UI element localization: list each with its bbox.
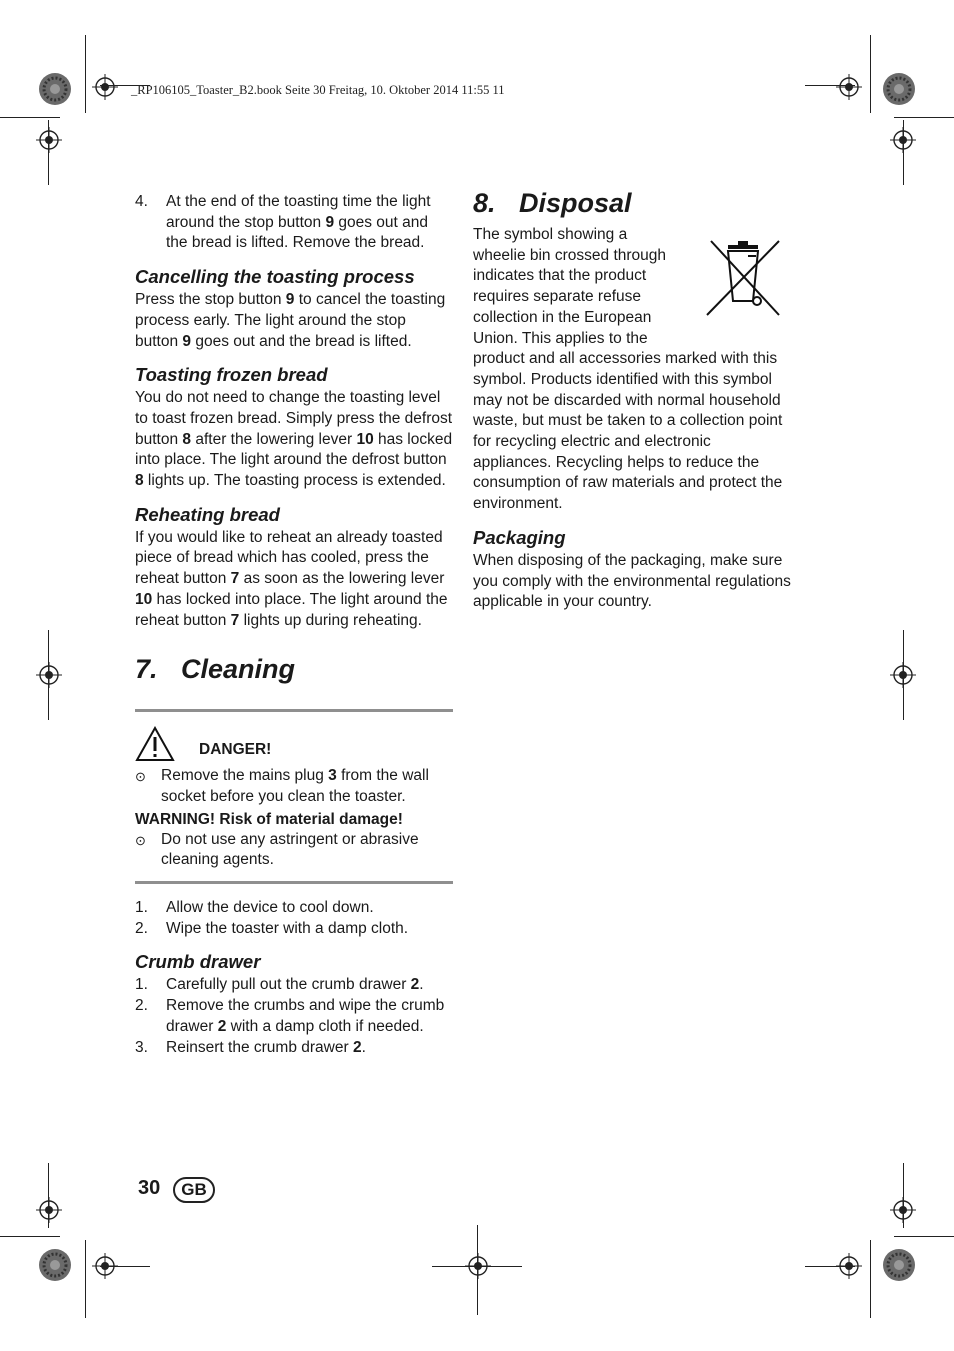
registration-mark-icon [92, 74, 118, 100]
paragraph: If you would like to reheat an already toasted piece of bread which has cooled, press the reheat button 7 as soon as the lowering lever 10 has locked into place. The light around the reheat button 7 lights up during reheating. [135, 528, 448, 629]
calibration-disc-icon [882, 72, 916, 106]
subheading-frozen: Toasting frozen bread [135, 364, 328, 386]
list-item: 1. Carefully pull out the crumb drawer 2. [135, 976, 424, 994]
warning-box [135, 709, 453, 884]
subheading-packaging: Packaging [473, 526, 566, 548]
list-item: ⊙ Do not use any astringent or abrasive cleaning agents. [135, 830, 453, 871]
registration-mark-icon [890, 662, 916, 688]
subheading-cancelling: Cancelling the toasting process [135, 266, 415, 288]
registration-mark-icon [465, 1253, 491, 1279]
calibration-disc-icon [38, 72, 72, 106]
right-column [473, 187, 793, 613]
crop-mark [85, 35, 86, 113]
bullet-icon: ⊙ [135, 832, 146, 848]
registration-mark-icon [890, 1197, 916, 1223]
crop-mark [85, 1240, 86, 1318]
section-heading-cleaning: 7. Cleaning [135, 654, 296, 685]
subheading-reheating: Reheating bread [135, 503, 280, 525]
registration-mark-icon [890, 127, 916, 153]
registration-mark-icon [36, 662, 62, 688]
language-badge: GB [173, 1177, 215, 1203]
crop-mark [894, 1236, 954, 1237]
packaging-paragraph: When disposing of the packaging, make sure you comply with the environmental regulations applicable in your country. [473, 551, 791, 611]
crop-mark [870, 1240, 871, 1318]
section-heading-disposal: 8. Disposal [473, 188, 632, 218]
list-item: 1. Allow the device to cool down. [135, 899, 374, 917]
list-item: 4. At the end of the toasting time the light around the stop button 9 goes out and the bread is lifted. Remove the bread. [135, 193, 431, 252]
disposal-paragraph: The symbol showing a wheelie bin crossed through indicates that the product requires separate refuse collection in the European Union. This applies to the product and all accessories marked with this symbol. Products identified with this symbol may not be discarded with normal household waste, but must be taken to a collection point for recycling electric and electronic appliances. Recycling helps to reduce the consumption of raw materials and protect the environment. [473, 225, 793, 515]
list-item: 3. Reinsert the crumb drawer 2. [135, 1038, 366, 1056]
crop-mark [870, 35, 871, 113]
danger-label: DANGER! [199, 740, 272, 758]
registration-mark-icon [836, 1253, 862, 1279]
print-file-header: _RP106105_Toaster_B2.book Seite 30 Freitag, 10. Oktober 2014 11:55 11 [131, 83, 505, 97]
warning-label: WARNING! Risk of material damage! [135, 810, 403, 828]
crop-mark [894, 117, 954, 118]
crop-mark [0, 1236, 60, 1237]
registration-mark-icon [36, 127, 62, 153]
calibration-disc-icon [38, 1248, 72, 1282]
registration-mark-icon [836, 74, 862, 100]
subheading-crumb-drawer: Crumb drawer [135, 951, 261, 973]
list-item: 2. Wipe the toaster with a damp cloth. [135, 919, 409, 937]
list-item: 2. Remove the crumbs and wipe the crumb drawer 2 with a damp cloth if needed. [135, 997, 445, 1035]
paragraph: Press the stop button 9 to cancel the toasting process early. The light around the stop button 9 goes out and the bread is lifted. [135, 291, 446, 350]
calibration-disc-icon [882, 1248, 916, 1282]
registration-mark-icon [92, 1253, 118, 1279]
crop-mark [0, 117, 60, 118]
cleaning-steps [135, 898, 453, 939]
paragraph: You do not need to change the toasting level to toast frozen bread. Simply press the defrost button 8 after the lowering lever 10 has locked into place. The light around the defrost button 8 lights up. The toasting process is extended. [135, 389, 453, 490]
left-column [135, 192, 453, 1058]
page-number: 30 [138, 1177, 161, 1199]
warning-triangle-icon [135, 726, 175, 762]
registration-mark-icon [36, 1197, 62, 1223]
list-item: ⊙ Remove the mains plug 3 from the wall socket before you clean the toaster. [135, 766, 453, 807]
crossed-wheelie-bin-icon [701, 235, 785, 319]
bullet-icon: ⊙ [135, 769, 146, 785]
